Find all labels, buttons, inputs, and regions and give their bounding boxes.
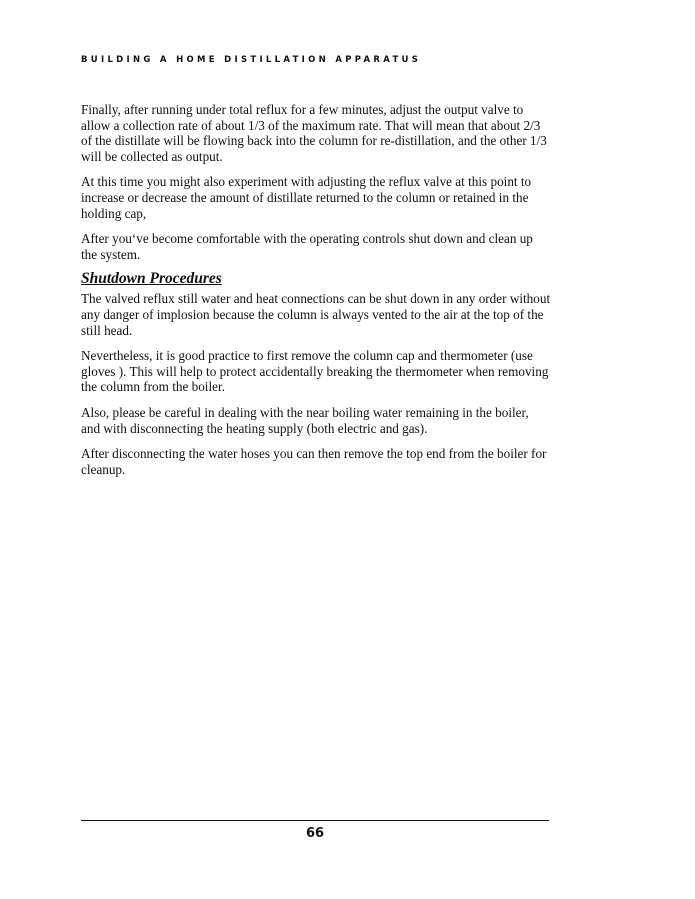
- paragraph-connections: The valved reflux still water and heat connections can be shut down in any order without any danger of implosion because the column is always vented to the air at the top of the still head.: [81, 291, 551, 338]
- running-header: BUILDING A HOME DISTILLATION APPARATUS: [81, 55, 422, 65]
- paragraph-remove-cap: Nevertheless, it is good practice to first remove the column cap and thermometer (use gloves ). This will help to protect accidentally breaking the thermometer when removing the column from the boiler.: [81, 348, 549, 395]
- page-body: [81, 102, 551, 487]
- section-heading-shutdown: Shutdown Procedures: [81, 270, 222, 288]
- paragraph-reflux-valve: At this time you might also experiment with adjusting the reflux valve at this point to increase or decrease the amount of distillate returned to the column or retained in the holding cap,: [81, 174, 532, 221]
- page-number: 66: [305, 826, 325, 841]
- paragraph-boiling-water: Also, please be careful in dealing with the near boiling water remaining in the boiler, and with disconnecting the heating supply (both electric and gas).: [81, 404, 529, 436]
- paragraph-cleanup: After disconnecting the water hoses you can then remove the top end from the boiler for cleanup.: [81, 446, 547, 477]
- paragraph-collection-rate: Finally, after running under total reflux for a few minutes, adjust the output valve to allow a collection rate of about 1/3 of the maximum rate. That will mean that about 2/3 of the distillate will be flowing back into the column for re-distillation, and the other 1/3 will be collected as output.: [81, 102, 547, 164]
- paragraph-shut-down: After you‘ve become comfortable with the operating controls shut down and clean up the system.: [81, 231, 533, 262]
- footer-rule: [81, 820, 549, 821]
